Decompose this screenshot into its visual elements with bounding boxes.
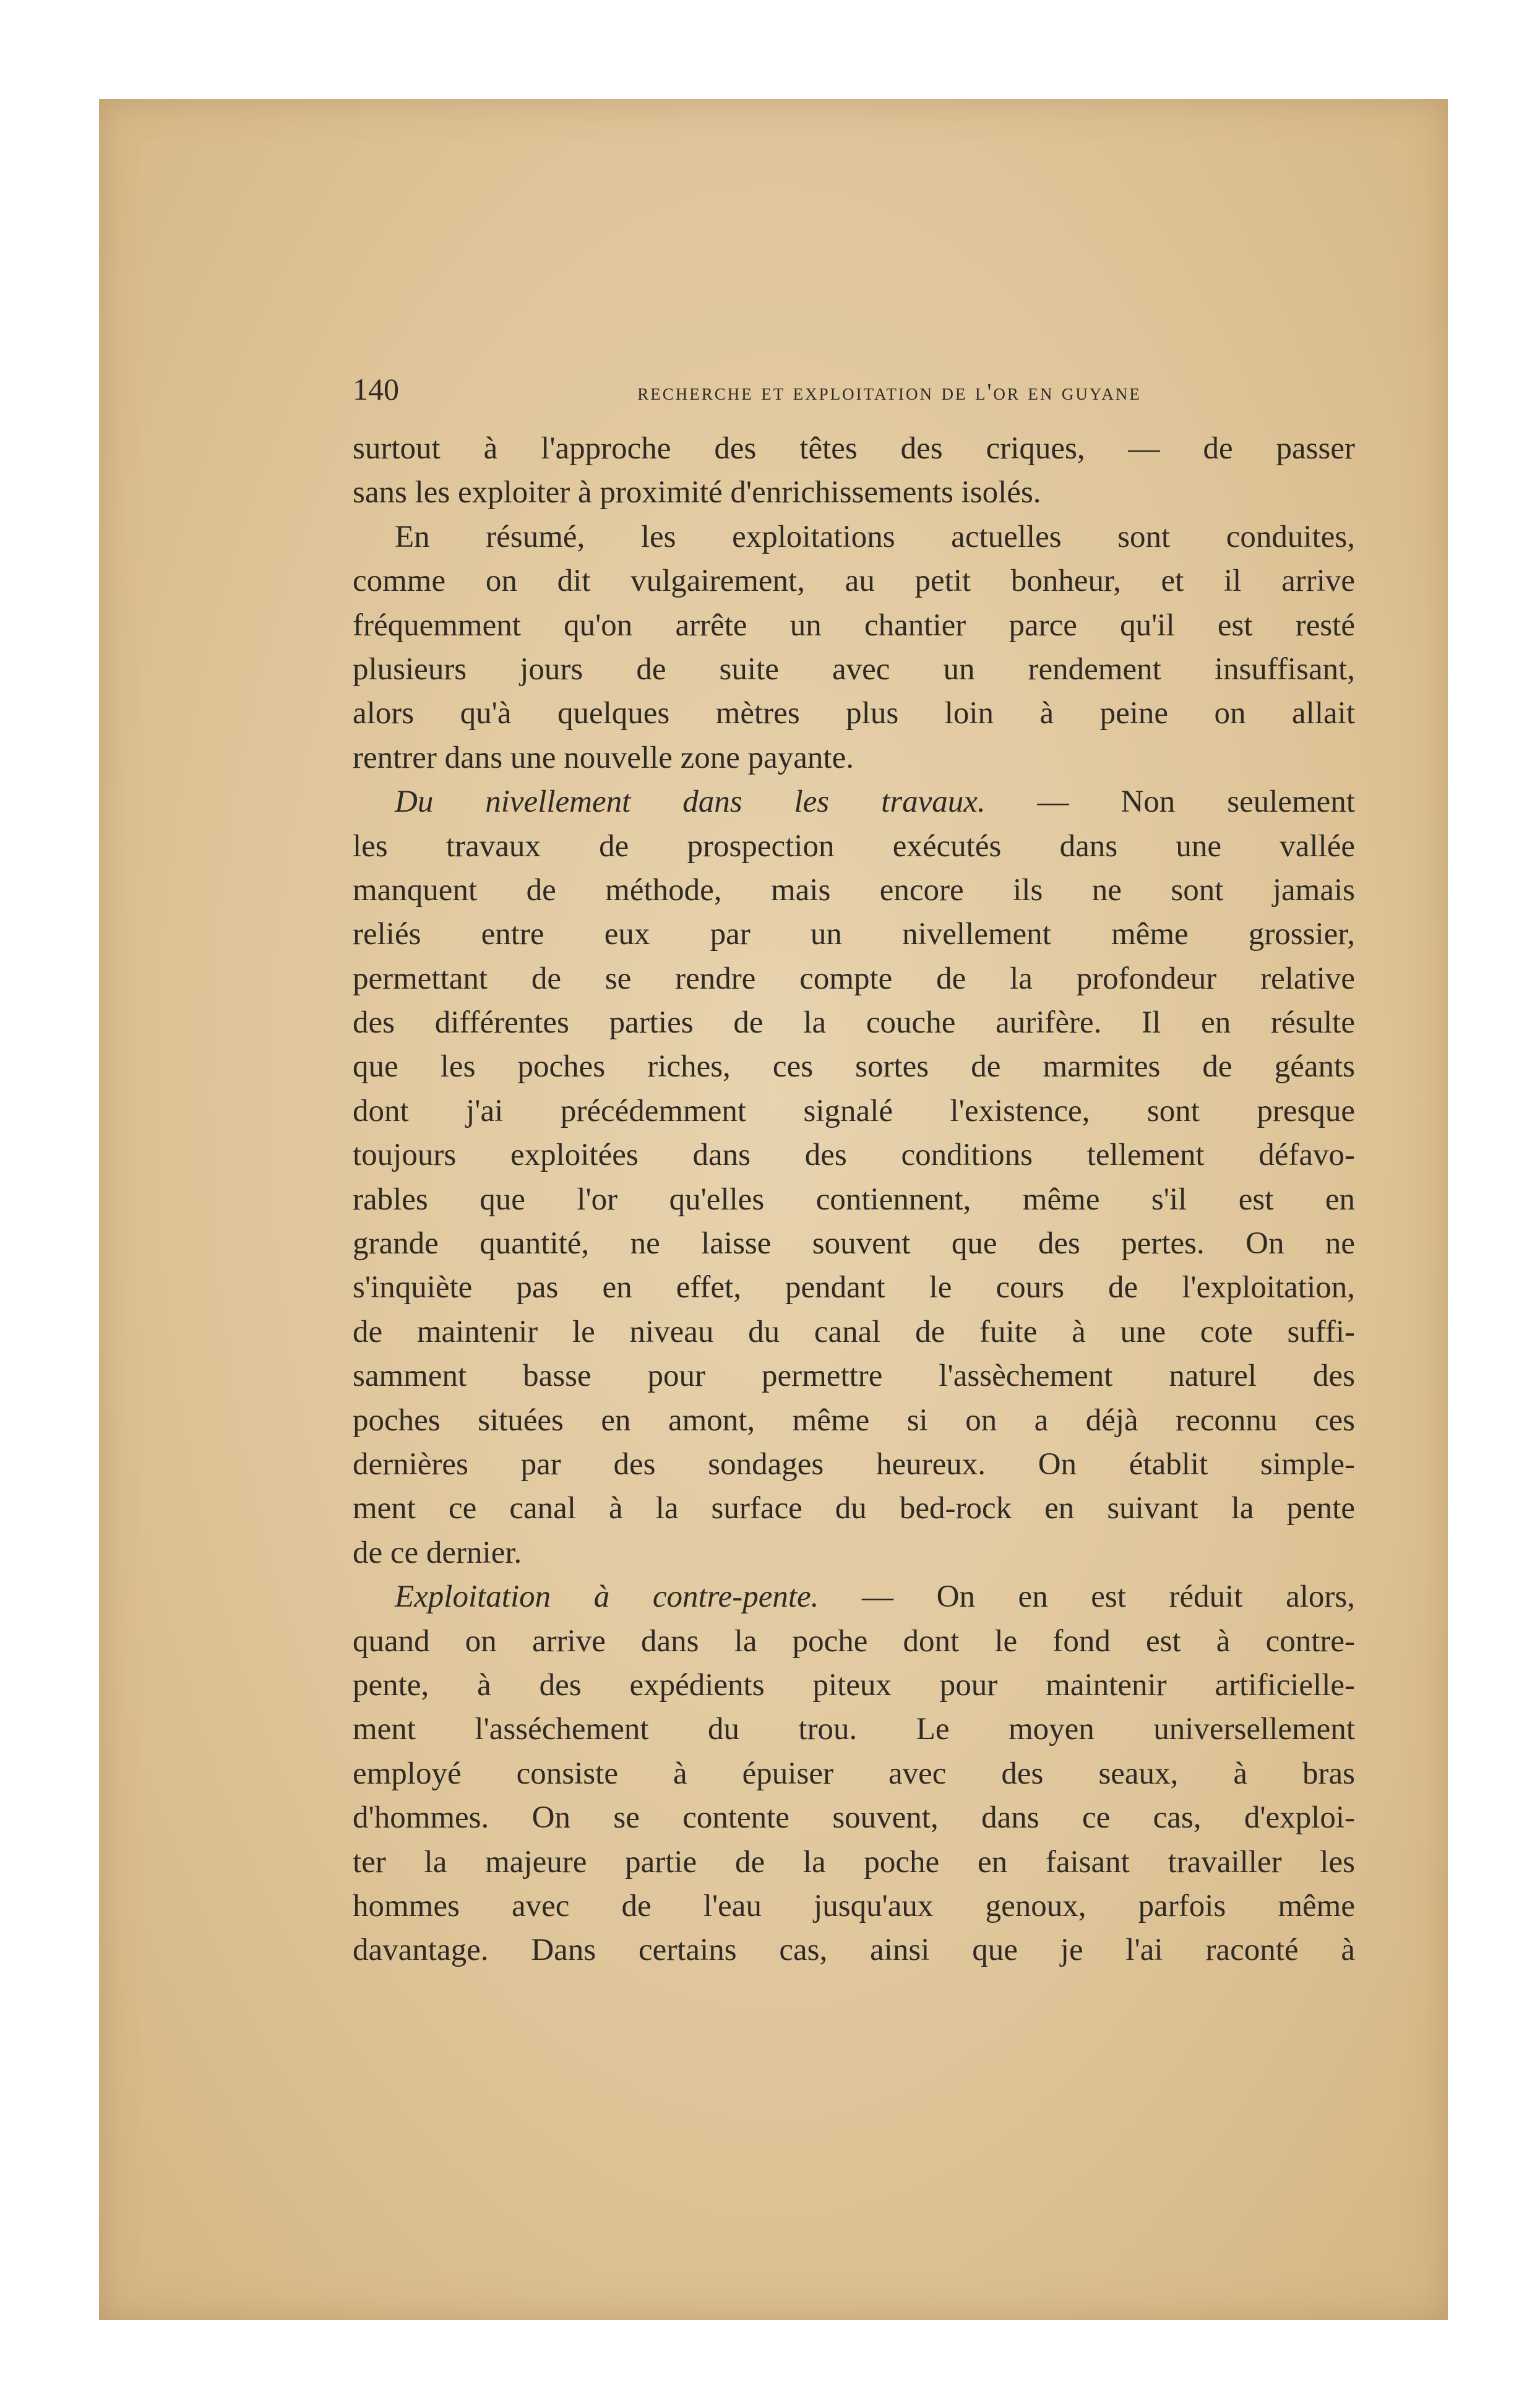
text-line: grande quantité, ne laisse souvent que des pertes. On ne bbox=[353, 1226, 1355, 1261]
text-line: dernières par des sondages heureux. On établit simple- bbox=[353, 1446, 1355, 1482]
body-text bbox=[353, 427, 1355, 1973]
text-line: reliés entre eux par un nivellement même grossier, bbox=[353, 917, 1355, 952]
text-line: de maintenir le niveau du canal de fuite à une cote suffi- bbox=[353, 1314, 1355, 1349]
text-line: samment basse pour permettre l'assèchement naturel des bbox=[353, 1359, 1355, 1394]
page-header bbox=[353, 371, 1355, 408]
text-line: que les poches riches, ces sortes de marmites de géants bbox=[353, 1049, 1355, 1085]
text-span: — On en est réduit alors, bbox=[819, 1579, 1355, 1615]
text-line: ment ce canal à la surface du bed-rock en suivant la pente bbox=[353, 1491, 1355, 1526]
text-line: fréquemment qu'on arrête un chantier parce qu'il est resté bbox=[353, 608, 1355, 643]
text-line: s'inquiète pas en effet, pendant le cours de l'exploitation, bbox=[353, 1270, 1355, 1305]
text-line: comme on dit vulgairement, au petit bonheur, et il arrive bbox=[353, 564, 1355, 599]
text-line: surtout à l'approche des têtes des criques, — de passer bbox=[353, 431, 1355, 466]
text-line: des différentes parties de la couche aurifère. Il en résulte bbox=[353, 1005, 1355, 1041]
text-line: rables que l'or qu'elles contiennent, même s'il est en bbox=[353, 1182, 1355, 1217]
text-line: plusieurs jours de suite avec un rendement insuffisant, bbox=[353, 651, 1355, 687]
text-line: les travaux de prospection exécutés dans une vallée bbox=[353, 828, 1355, 864]
text-line: rentrer dans une nouvelle zone payante. bbox=[353, 740, 854, 775]
text-line: hommes avec de l'eau jusqu'aux genoux, parfois même bbox=[353, 1888, 1355, 1923]
page-number: 140 bbox=[353, 372, 399, 406]
text-line: toujours exploitées dans des conditions tellement défavo- bbox=[353, 1138, 1355, 1173]
text-line bbox=[353, 1575, 1355, 1619]
section-heading-italic: Du nivellement dans les travaux. bbox=[395, 784, 986, 820]
text-line: En résumé, les exploitations actuelles sont conduites, bbox=[395, 519, 1355, 554]
text-line: dont j'ai précédemment signalé l'existence, sont presque bbox=[353, 1093, 1355, 1128]
text-line: employé consiste à épuiser avec des seaux, à bras bbox=[353, 1756, 1355, 1791]
section-heading-italic: Exploitation à contre-pente. bbox=[395, 1579, 819, 1615]
text-line: poches situées en amont, même si on a déjà reconnu ces bbox=[353, 1403, 1355, 1438]
text-span: — Non seulement bbox=[985, 784, 1355, 820]
book-page bbox=[99, 99, 1448, 2320]
text-line: quand on arrive dans la poche dont le fond est à contre- bbox=[353, 1623, 1355, 1659]
text-line: permettant de se rendre compte de la profondeur relative bbox=[353, 961, 1355, 996]
text-line: davantage. Dans certains cas, ainsi que je l'ai raconté à bbox=[353, 1933, 1355, 1968]
text-line: manquent de méthode, mais encore ils ne sont jamais bbox=[353, 872, 1355, 908]
text-line: pente, à des expédients piteux pour maintenir artificielle- bbox=[353, 1667, 1355, 1703]
text-line: ter la majeure partie de la poche en faisant travailler les bbox=[353, 1844, 1355, 1880]
text-line bbox=[353, 780, 1355, 824]
running-head: recherche et exploitation de l'or en guyane bbox=[637, 379, 1142, 405]
text-line: d'hommes. On se contente souvent, dans ce cas, d'exploi- bbox=[353, 1800, 1355, 1836]
text-line: de ce dernier. bbox=[353, 1535, 522, 1570]
text-line: ment l'asséchement du trou. Le moyen universellement bbox=[353, 1712, 1355, 1747]
text-line: sans les exploiter à proximité d'enrichissements isolés. bbox=[353, 475, 1041, 510]
text-line: alors qu'à quelques mètres plus loin à peine on allait bbox=[353, 696, 1355, 731]
